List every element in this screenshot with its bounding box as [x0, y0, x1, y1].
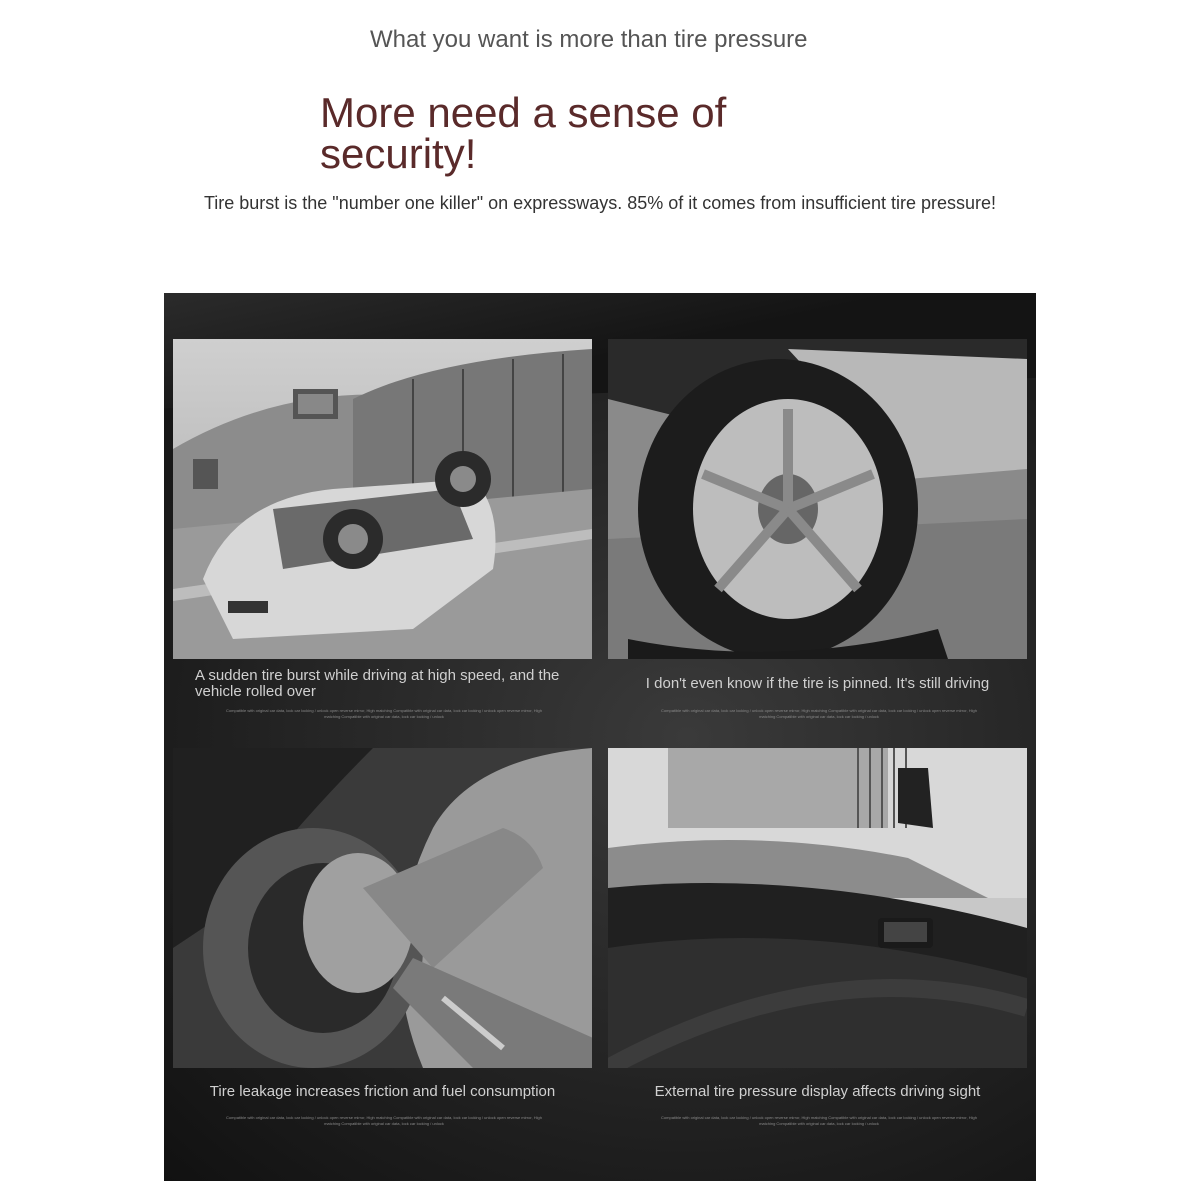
- card-fine-print-fuel: Compatible with original car data, lock car locking / unlock open reverse mirror, High matching Compatible with original car data, lock car locking / unlock open reverse mirror, High matching Compatible with original car data, lock car locking / unlock: [226, 1115, 542, 1126]
- subheadline: What you want is more than tire pressure: [370, 26, 808, 53]
- dashboard-display-image: [608, 748, 1027, 1068]
- rollover-car-image: [173, 339, 592, 659]
- card-caption-rollover: A sudden tire burst while driving at high speed, and the vehicle rolled over: [195, 667, 560, 700]
- headline: More need a sense of security!: [320, 89, 727, 177]
- card-fine-print-rollover: Compatible with original car data, lock car locking / unlock open reverse mirror, High matching Compatible with original car data, lock car locking / unlock open reverse mirror, High matching Compatible with original car data, lock car locking / unlock: [226, 708, 542, 719]
- tagline: Tire burst is the "number one killer" on expressways. 85% of it comes from insufficient tire pressure!: [203, 193, 997, 213]
- card-fine-print-display: Compatible with original car data, lock car locking / unlock open reverse mirror, High matching Compatible with original car data, lock car locking / unlock open reverse mirror, High matching Compatible with original car data, lock car locking / unlock: [661, 1115, 977, 1126]
- fuel-nozzle-image: [173, 748, 592, 1068]
- card-caption-display: External tire pressure display affects driving sight: [654, 1083, 981, 1100]
- flat-tire-image: [608, 339, 1027, 659]
- card-fine-print-flat-tire: Compatible with original car data, lock car locking / unlock open reverse mirror, High matching Compatible with original car data, lock car locking / unlock open reverse mirror, High matching Compatible with original car data, lock car locking / unlock: [661, 708, 977, 719]
- card-caption-flat-tire: I don't even know if the tire is pinned. It's still driving: [645, 675, 990, 692]
- card-caption-fuel: Tire leakage increases friction and fuel consumption: [209, 1083, 556, 1100]
- feature-panel: [164, 293, 1036, 1181]
